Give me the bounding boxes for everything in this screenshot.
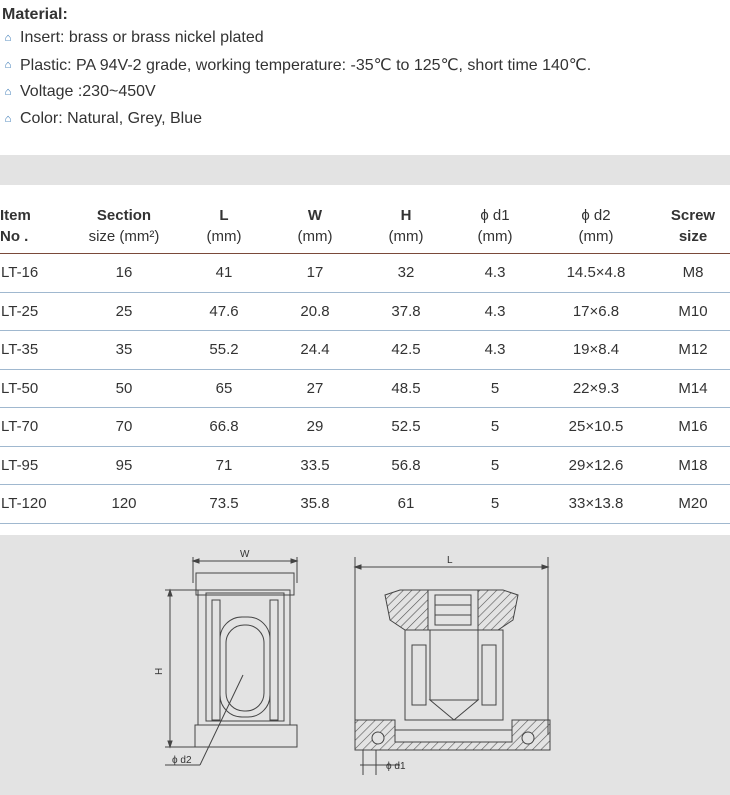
cell-screw: M8 xyxy=(682,264,704,282)
material-bullet-voltage xyxy=(2,78,730,105)
cell-section: 16 xyxy=(115,264,133,282)
table-row xyxy=(0,446,730,485)
header-l: L (mm) xyxy=(206,207,242,245)
home-icon: ⌂ xyxy=(4,31,12,44)
cell-item: LT-16 xyxy=(1,264,39,282)
cell-l: 65 xyxy=(215,379,233,397)
material-bullet-color xyxy=(2,105,730,132)
cell-w: 20.8 xyxy=(300,302,330,320)
cell-item: LT-70 xyxy=(1,418,39,436)
cell-d2: 19×8.4 xyxy=(572,341,620,359)
cell-item: LT-120 xyxy=(1,495,47,513)
header-item: Item No . xyxy=(0,207,31,245)
cell-w: 24.4 xyxy=(300,341,330,359)
cell-d1: 5 xyxy=(490,418,500,436)
cell-w: 33.5 xyxy=(300,456,330,474)
material-title: Material: xyxy=(2,6,68,23)
cell-item: LT-35 xyxy=(1,341,39,359)
label-h: H xyxy=(154,667,165,675)
cell-section: 50 xyxy=(115,379,133,397)
cell-d1: 4.3 xyxy=(484,264,506,282)
label-d1: ϕ d1 xyxy=(386,761,406,772)
table-row xyxy=(0,369,730,408)
table-row xyxy=(0,485,730,524)
header-d2: ϕ d2 (mm) xyxy=(578,207,614,245)
label-d2: ϕ d2 xyxy=(172,755,192,766)
cell-d1: 5 xyxy=(490,456,500,474)
cell-screw: M20 xyxy=(678,495,708,513)
cell-d2: 33×13.8 xyxy=(568,495,624,513)
cell-l: 66.8 xyxy=(209,418,239,436)
material-section xyxy=(0,6,730,132)
header-section: Section size (mm²) xyxy=(88,207,160,245)
cell-l: 47.6 xyxy=(209,302,239,320)
section-divider-band xyxy=(0,155,730,185)
front-view-drawing xyxy=(355,557,550,775)
label-w: W xyxy=(240,549,250,560)
cell-d1: 4.3 xyxy=(484,302,506,320)
cell-section: 70 xyxy=(115,418,133,436)
cell-w: 35.8 xyxy=(300,495,330,513)
cell-d1: 4.3 xyxy=(484,341,506,359)
label-l: L xyxy=(447,555,453,566)
cell-section: 35 xyxy=(115,341,133,359)
cell-section: 25 xyxy=(115,302,133,320)
bullet-text: Insert: brass or brass nickel plated xyxy=(20,28,264,46)
cell-d2: 22×9.3 xyxy=(572,379,620,397)
cell-item: LT-95 xyxy=(1,456,39,474)
cell-item: LT-50 xyxy=(1,379,39,397)
cell-screw: M16 xyxy=(678,418,708,436)
table-row xyxy=(0,254,730,293)
table-row xyxy=(0,292,730,331)
table-header-row xyxy=(0,197,730,254)
cell-h: 37.8 xyxy=(391,302,421,320)
technical-drawing xyxy=(0,535,730,795)
cell-d1: 5 xyxy=(490,379,500,397)
cell-l: 73.5 xyxy=(209,495,239,513)
cell-l: 41 xyxy=(215,264,233,282)
cell-screw: M10 xyxy=(678,302,708,320)
cell-h: 32 xyxy=(397,264,415,282)
cell-d2: 17×6.8 xyxy=(572,302,620,320)
cell-section: 120 xyxy=(111,495,137,513)
cell-d2: 14.5×4.8 xyxy=(566,264,626,282)
table-row xyxy=(0,408,730,447)
cell-h: 48.5 xyxy=(391,379,421,397)
cell-section: 95 xyxy=(115,456,133,474)
cell-l: 55.2 xyxy=(209,341,239,359)
material-bullet-plastic xyxy=(2,51,730,78)
cell-d1: 5 xyxy=(490,495,500,513)
header-d1: ϕ d1 (mm) xyxy=(477,207,513,245)
cell-d2: 25×10.5 xyxy=(568,418,624,436)
spec-table xyxy=(0,197,730,524)
cell-w: 17 xyxy=(306,264,324,282)
cell-h: 42.5 xyxy=(391,341,421,359)
cell-h: 52.5 xyxy=(391,418,421,436)
bullet-text: Color: Natural, Grey, Blue xyxy=(20,109,202,127)
cell-item: LT-25 xyxy=(1,302,39,320)
cell-d2: 29×12.6 xyxy=(568,456,624,474)
cell-w: 27 xyxy=(306,379,324,397)
header-h: H (mm) xyxy=(388,207,424,245)
header-screw: Screw size xyxy=(670,207,716,245)
header-w: W (mm) xyxy=(297,207,333,245)
cell-screw: M12 xyxy=(678,341,708,359)
home-icon: ⌂ xyxy=(4,58,12,71)
bullet-text: Voltage :230~450V xyxy=(20,82,156,100)
cell-h: 56.8 xyxy=(391,456,421,474)
table-row xyxy=(0,331,730,370)
side-view-drawing xyxy=(165,557,297,765)
home-icon: ⌂ xyxy=(4,85,12,98)
cell-screw: M14 xyxy=(678,379,708,397)
cell-screw: M18 xyxy=(678,456,708,474)
home-icon: ⌂ xyxy=(4,112,12,125)
bullet-text: Plastic: PA 94V-2 grade, working temperature: -35℃ to 125℃, short time 140℃. xyxy=(20,56,592,74)
cell-h: 61 xyxy=(397,495,415,513)
cell-w: 29 xyxy=(306,418,324,436)
material-bullet-insert xyxy=(2,24,730,51)
cell-l: 71 xyxy=(215,456,233,474)
